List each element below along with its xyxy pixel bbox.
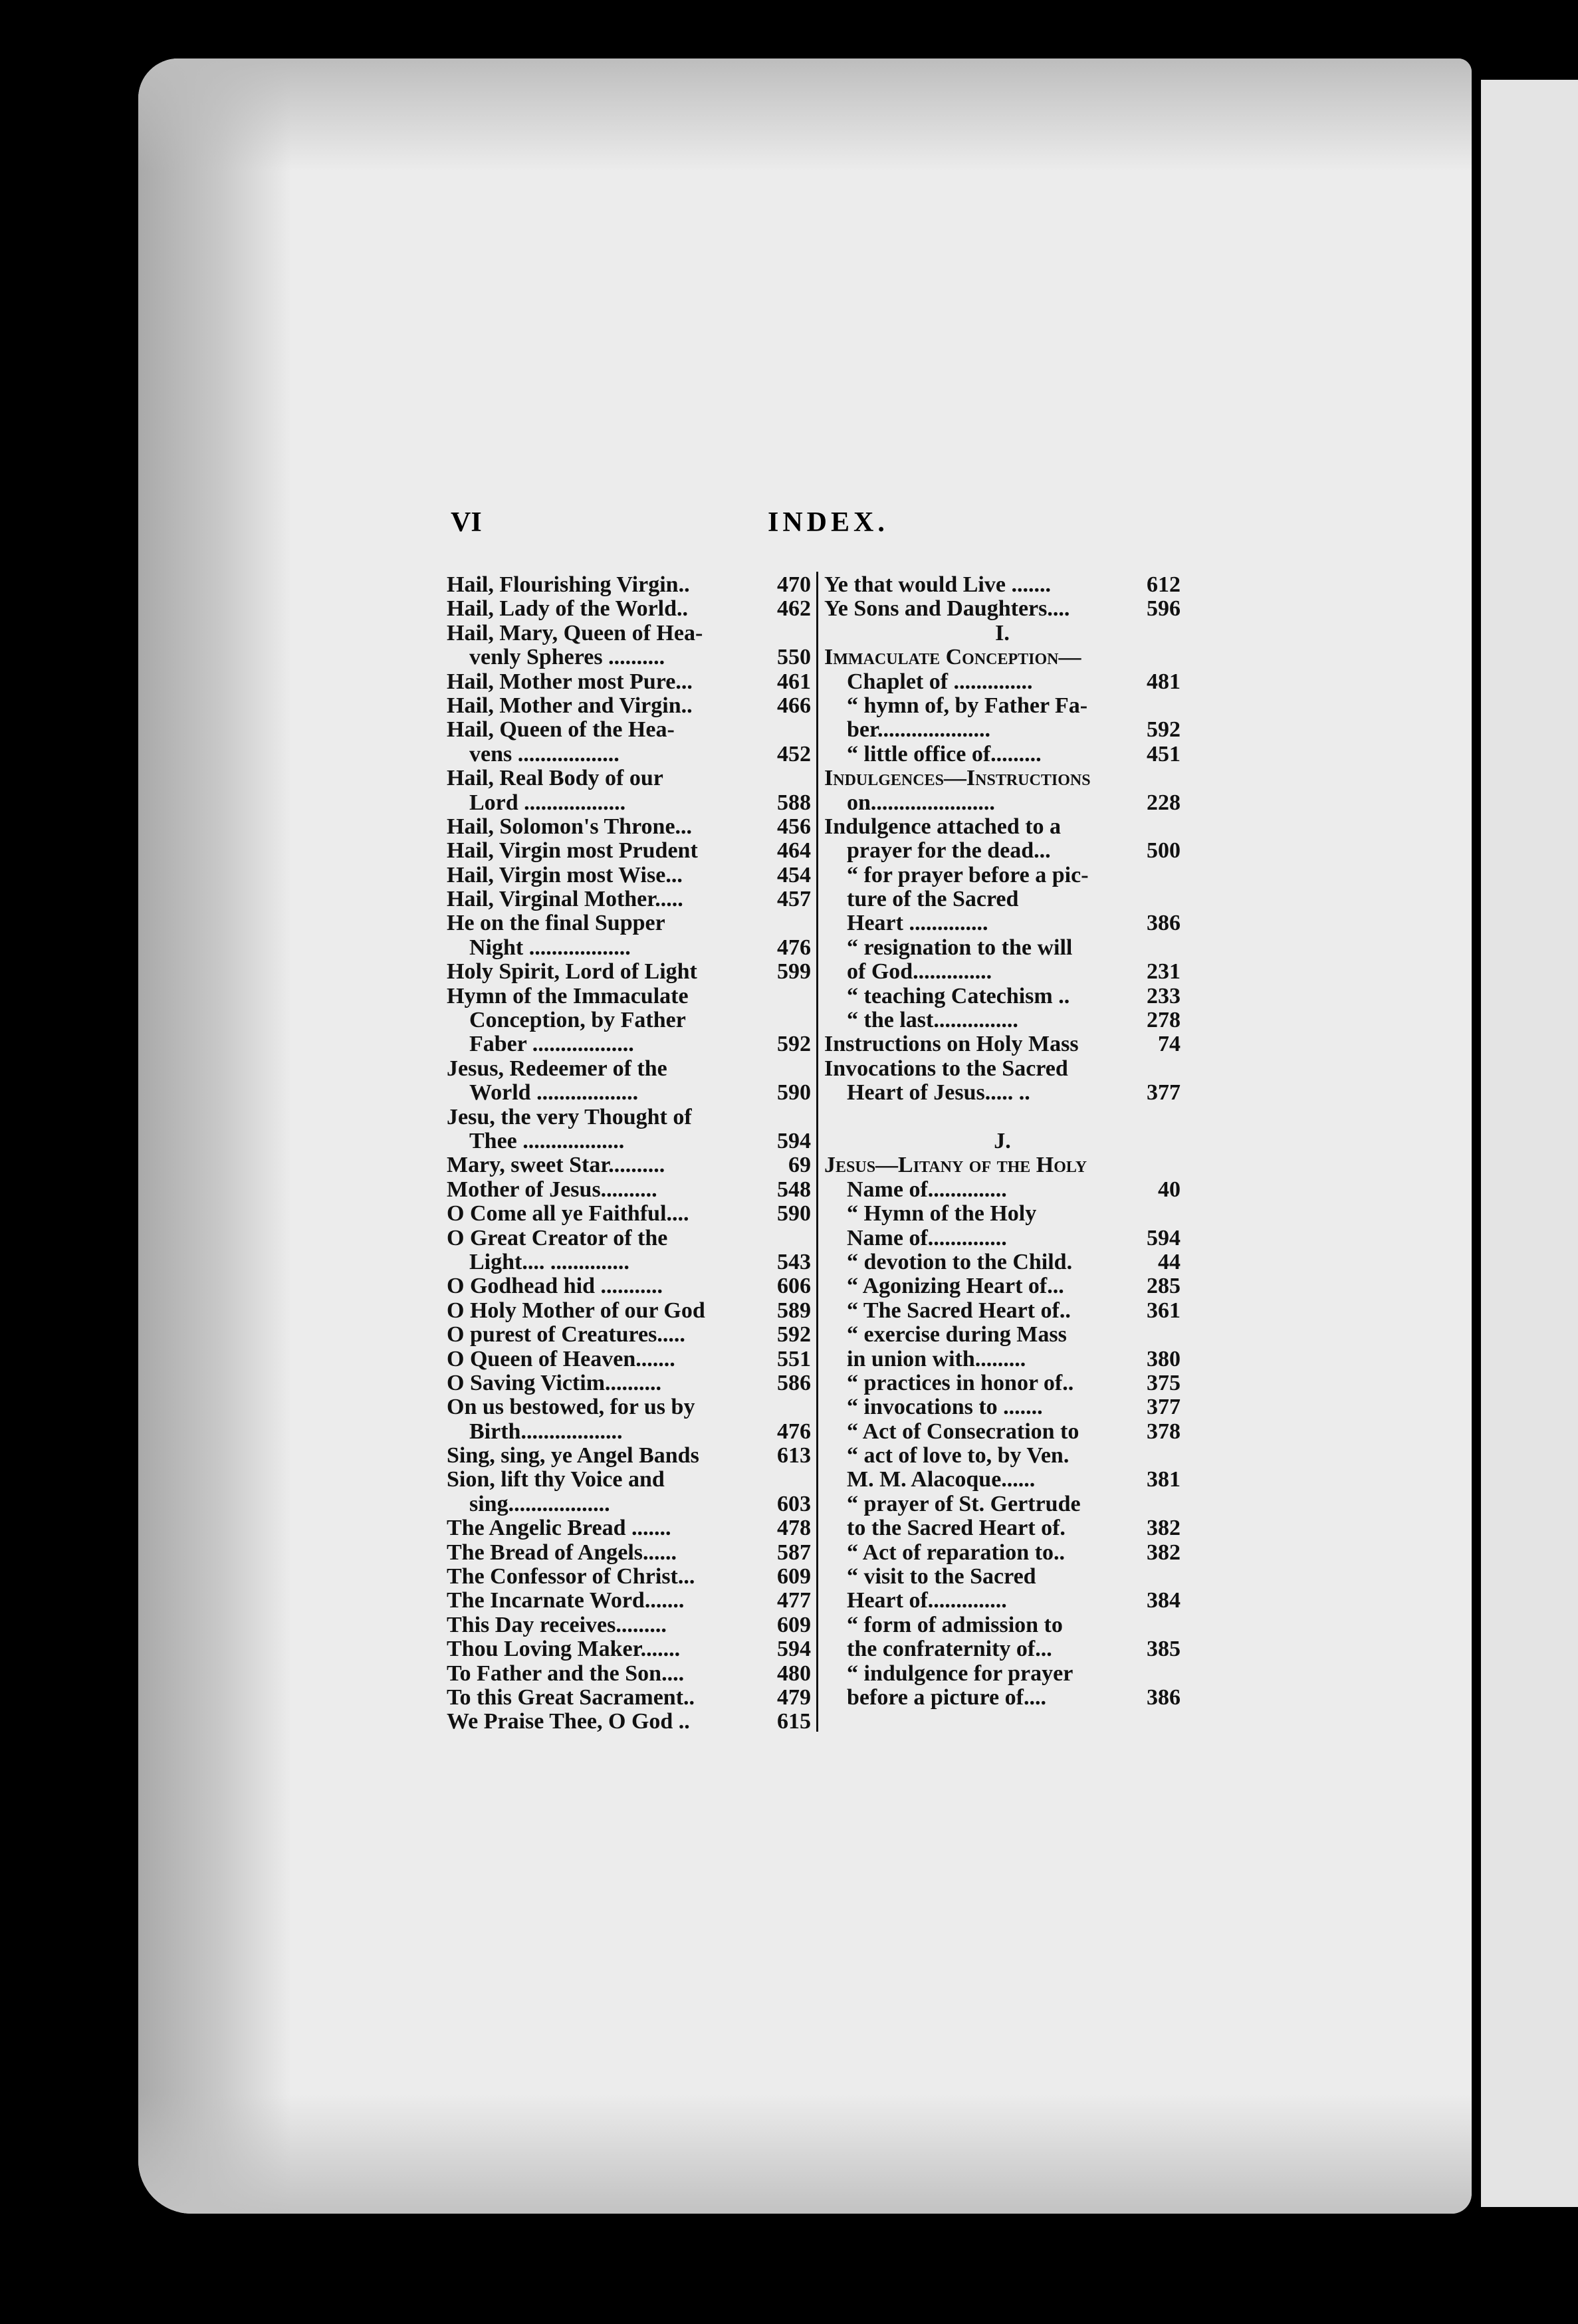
index-entry-page: 228 [1147,790,1181,815]
index-entry [447,622,811,645]
index-entry [447,1613,811,1637]
index-entry-text: Instructions on Holy Mass [824,1032,1079,1057]
index-entry-page: 382 [1147,1516,1181,1541]
page-stain-left [138,58,291,2214]
index-entry-page: 477 [777,1588,811,1613]
index-entry-text: The Bread of Angels...... [447,1540,677,1565]
index-entry-text: The Confessor of Christ... [447,1564,695,1589]
index-entry-text: Mother of Jesus.......... [447,1177,657,1202]
index-entry-page: 278 [1147,1008,1181,1033]
index-entry [447,1371,811,1395]
index-entry-page: 375 [1147,1370,1181,1395]
index-entry-text: Lord .................. [469,790,626,815]
index-entry [824,1178,1181,1202]
index-entry-text: Sing, sing, ye Angel Bands [447,1443,699,1468]
index-spacer [824,1105,1181,1129]
index-entry-text: Sion, lift thy Voice and [447,1467,665,1492]
index-entry-text: Heart of.............. [847,1588,1007,1613]
index-entry [824,743,1181,766]
index-entry-text: Mary, sweet Star.......... [447,1153,665,1178]
index-entry-page: 377 [1147,1080,1181,1105]
index-entry-text: To Father and the Son.... [447,1661,685,1686]
index-entry-text: Faber .................. [469,1032,634,1057]
index-entry-text: Conception, by Father [469,1008,686,1033]
index-entry [447,718,811,742]
index-entry-text: To this Great Sacrament.. [447,1685,695,1710]
index-entry [824,791,1181,815]
index-entry [824,887,1181,911]
index-entry-page: 594 [777,1128,811,1153]
index-entry [447,1226,811,1250]
index-entry-text: Hail, Solomon's Throne... [447,814,693,839]
index-entry [447,887,811,911]
index-entry [824,645,1181,669]
index-entry [447,670,811,694]
index-entry [824,1589,1181,1613]
index-entry-page: 452 [777,741,811,766]
index-entry-page: 587 [777,1540,811,1565]
page-number: VI [451,507,482,538]
index-entry-text: Name of.............. [847,1177,1007,1202]
index-entry-text: O Queen of Heaven....... [447,1346,675,1371]
index-entry [824,1299,1181,1323]
index-entry [824,839,1181,863]
index-entry [447,1032,811,1056]
index-entry-page: 592 [777,1032,811,1057]
index-entry-text: Night .................. [469,935,631,960]
index-entry-page: 385 [1147,1637,1181,1662]
index-entry [447,1492,811,1516]
index-entry-page: 480 [777,1661,811,1686]
index-entry-text: Light.... .............. [469,1249,629,1274]
index-entry-text: Birth.................. [469,1419,623,1444]
index-entry-page: 382 [1147,1540,1181,1565]
index-entry-text: Heart of Jesus..... .. [847,1080,1030,1105]
index-entry-text: Invocations to the Sacred [824,1056,1068,1081]
index-entry-page: 543 [777,1249,811,1274]
index-entry [824,1541,1181,1565]
index-entry-text: “ devotion to the Child. [847,1249,1073,1274]
index-entry-text: in union with......... [847,1346,1026,1371]
index-entry-text: Name of.............. [847,1225,1007,1250]
index-entry [447,1541,811,1565]
index-entry-page: 464 [777,838,811,864]
index-entry-page: 592 [1147,717,1181,743]
index-entry [447,766,811,790]
index-entry-page: 381 [1147,1467,1181,1492]
index-entry [824,1347,1181,1371]
index-entry-page: 481 [1147,669,1181,694]
index-column-right [824,573,1181,1710]
index-entry [824,1057,1181,1081]
index-entry-page: 548 [777,1177,811,1202]
index-entry-text: before a picture of.... [847,1685,1046,1710]
index-entry [447,1420,811,1444]
index-entry [824,1444,1181,1468]
index-entry-text: World .................. [469,1080,639,1105]
index-entry [447,791,811,815]
index-entry [824,718,1181,742]
index-column-left [447,573,811,1734]
index-entry [447,1081,811,1105]
index-entry-page: 361 [1147,1298,1181,1323]
index-entry [447,936,811,960]
index-entry-page: 596 [1147,596,1181,622]
index-entry-page: 612 [1147,572,1181,597]
index-entry-text: sing.................. [469,1491,610,1516]
index-entry-page: 451 [1147,741,1181,766]
index-entry-page: 592 [777,1322,811,1347]
index-entry-text: Holy Spirit, Lord of Light [447,959,697,985]
index-entry-page: 476 [777,935,811,960]
index-entry [824,1202,1181,1226]
index-entry-text: Hymn of the Immaculate [447,983,689,1008]
index-entry-page: 609 [777,1612,811,1637]
index-entry [447,839,811,863]
index-entry [824,1395,1181,1419]
index-entry-page: 478 [777,1516,811,1541]
index-entry [824,985,1181,1008]
index-entry [447,1444,811,1468]
index-entry-text: “ Hymn of the Holy [847,1201,1037,1226]
index-entry [824,960,1181,984]
index-entry-text: “ invocations to ....... [847,1395,1043,1420]
index-entry [447,1589,811,1613]
index-entry-text: The Angelic Bread ....... [447,1516,671,1541]
index-entry [447,1129,811,1153]
index-entry [447,985,811,1008]
index-entry-text: O Come all ye Faithful.... [447,1201,689,1226]
index-entry-page: 69 [788,1153,811,1178]
index-entry-text: Indulgence attached to a [824,814,1062,839]
index-entry-text: the confraternity of... [847,1637,1052,1662]
index-entry-text: prayer for the dead... [847,838,1051,864]
index-entry-page: 386 [1147,911,1181,936]
index-entry-text: M. M. Alacoque...... [847,1467,1036,1492]
index-entry-text: O Holy Mother of our God [447,1298,705,1323]
index-entry-text: “ Act of Consecration to [847,1419,1079,1444]
index-entry [824,1250,1181,1274]
index-entry-text: O Saving Victim.......... [447,1370,662,1395]
index-entry-text: “ visit to the Sacred [847,1564,1036,1589]
index-entry [824,694,1181,718]
index-entry-page: 466 [777,693,811,718]
index-entry [824,1274,1181,1298]
index-entry [447,1686,811,1710]
index-entry-text: “ exercise during Mass [847,1322,1067,1347]
index-entry-page: 551 [777,1346,811,1371]
index-entry [824,1492,1181,1516]
index-entry [447,1637,811,1661]
index-entry-text: Jesu, the very Thought of [447,1104,692,1129]
index-entry [447,1202,811,1226]
index-entry-text: ture of the Sacred [847,887,1019,912]
index-entry [824,1420,1181,1444]
index-entry-page: 476 [777,1419,811,1444]
index-entry-page: 470 [777,572,811,597]
index-entry [824,936,1181,960]
index-entry-page: 377 [1147,1395,1181,1420]
index-entry-text: on...................... [847,790,995,815]
index-entry [824,1323,1181,1347]
index-entry [824,1613,1181,1637]
page-stain-top [138,58,1472,172]
index-entry-page: 233 [1147,983,1181,1008]
index-entry [824,766,1181,790]
index-entry [824,1081,1181,1105]
index-entry [447,1710,811,1734]
index-entry [824,1662,1181,1686]
page-stain-bottom [138,2094,1472,2214]
index-entry-text: venly Spheres .......... [469,645,665,670]
index-entry [824,1637,1181,1661]
index-entry-page: 462 [777,596,811,622]
index-entry-page: 609 [777,1564,811,1589]
index-entry-page: 615 [777,1709,811,1734]
index-entry [824,911,1181,935]
index-entry-text: “ act of love to, by Ven. [847,1443,1070,1468]
index-entry [447,1565,811,1589]
index-entry-text: Hail, Real Body of our [447,766,663,791]
index-entry-page: 231 [1147,959,1181,985]
index-entry-text: Heart .............. [847,911,988,936]
index-entry-page: 589 [777,1298,811,1323]
index-entry [447,645,811,669]
index-entry-text: “ Act of reparation to.. [847,1540,1065,1565]
index-entry-text: Hail, Queen of the Hea- [447,717,675,743]
index-entry-text: The Incarnate Word....... [447,1588,685,1613]
index-entry-text: “ practices in honor of.. [847,1370,1074,1395]
index-entry-text: Jesus, Redeemer of the [447,1056,667,1081]
index-entry [824,1008,1181,1032]
index-entry-page: 386 [1147,1685,1181,1710]
index-entry [824,1371,1181,1395]
index-entry [447,1105,811,1129]
index-entry-text: J. [994,1128,1011,1153]
column-divider [816,572,818,1732]
index-entry-text: “ resignation to the will [847,935,1073,960]
index-entry [447,815,811,839]
index-entry-page: 550 [777,645,811,670]
index-entry [447,1662,811,1686]
index-entry-page: 594 [777,1637,811,1662]
page-gutter [1472,0,1481,2324]
index-entry-text: to the Sacred Heart of. [847,1516,1066,1541]
index-entry-text: “ teaching Catechism .. [847,983,1070,1008]
index-entry-page: 500 [1147,838,1181,864]
index-entry-text: vens .................. [469,741,620,766]
index-section-letter [824,622,1181,645]
index-entry-text: Hail, Mother and Virgin.. [447,693,693,718]
index-entry [824,573,1181,597]
index-entry-page: 586 [777,1370,811,1395]
index-entry-page: 606 [777,1274,811,1299]
page-title: INDEX. [768,507,889,538]
index-entry-text: Thou Loving Maker....... [447,1637,681,1662]
index-entry-text: “ indulgence for prayer [847,1661,1073,1686]
index-entry-text: “ hymn of, by Father Fa- [847,693,1088,718]
index-entry-text: We Praise Thee, O God .. [447,1709,690,1734]
index-entry-text: Hail, Mother most Pure... [447,669,693,694]
index-entry-text: Ye that would Live ....... [824,572,1051,597]
index-entry [824,1153,1181,1177]
index-entry-page: 590 [777,1201,811,1226]
page-header [0,507,1578,540]
index-entry-text: Immaculate Conception— [824,645,1081,670]
index-entry [447,1250,811,1274]
index-entry [447,864,811,887]
index-entry [824,1565,1181,1589]
index-entry [447,743,811,766]
index-entry-page: 40 [1158,1177,1181,1202]
index-entry-page: 479 [777,1685,811,1710]
index-entry-text: “ little office of......... [847,741,1042,766]
index-entry [824,670,1181,694]
index-entry [447,960,811,984]
index-entry-page: 594 [1147,1225,1181,1250]
index-entry-text: “ Agonizing Heart of... [847,1274,1064,1299]
index-entry [824,815,1181,839]
index-entry-text: “ the last............... [847,1008,1018,1033]
index-entry [824,1468,1181,1492]
index-entry-page: 74 [1158,1032,1181,1057]
index-entry-text: Thee .................. [469,1128,625,1153]
index-entry-text: Hail, Mary, Queen of Hea- [447,620,703,645]
index-entry-page: 378 [1147,1419,1181,1444]
index-entry [447,911,811,935]
index-entry [824,1686,1181,1710]
index-entry-page: 613 [777,1443,811,1468]
index-entry-text: O purest of Creatures..... [447,1322,685,1347]
index-entry-page: 285 [1147,1274,1181,1299]
index-entry [447,1323,811,1347]
index-entry [447,1299,811,1323]
index-entry-text: ber.................... [847,717,990,743]
index-entry-text: On us bestowed, for us by [447,1395,695,1420]
index-entry-text: O Great Creator of the [447,1225,668,1250]
index-entry [447,573,811,597]
index-entry-page: 590 [777,1080,811,1105]
index-entry-page: 380 [1147,1346,1181,1371]
index-entry-text: He on the final Supper [447,911,665,936]
index-entry-page: 456 [777,814,811,839]
index-entry-page: 588 [777,790,811,815]
index-entry [447,1178,811,1202]
index-entry [447,597,811,621]
index-entry-text: Indulgences—Instructions [824,766,1091,791]
index-entry [447,1516,811,1540]
index-entry-page: 44 [1158,1249,1181,1274]
index-entry-text: of God.............. [847,959,992,985]
index-entry-page: 603 [777,1491,811,1516]
index-entry-text: Chaplet of .............. [847,669,1033,694]
index-entry-text: I. [995,620,1010,645]
index-entry [447,694,811,718]
index-entry [447,1008,811,1032]
index-entry [824,1226,1181,1250]
index-section-letter [824,1129,1181,1153]
index-entry-page: 457 [777,887,811,912]
index-entry-text: Hail, Virgin most Prudent [447,838,698,864]
index-entry-page: 384 [1147,1588,1181,1613]
index-entry-page: 461 [777,669,811,694]
index-entry [447,1395,811,1419]
index-entry [447,1057,811,1081]
index-entry [824,864,1181,887]
index-entry [447,1274,811,1298]
index-entry [447,1347,811,1371]
index-entry-page: 599 [777,959,811,985]
index-entry [447,1468,811,1492]
index-entry-text: O Godhead hid ........... [447,1274,663,1299]
index-entry-text: This Day receives......... [447,1612,667,1637]
index-entry-text: “ form of admission to [847,1612,1063,1637]
index-entry [824,1516,1181,1540]
index-entry-text: “ The Sacred Heart of.. [847,1298,1071,1323]
index-entry [824,1032,1181,1056]
adjacent-page-edge [1481,80,1578,2207]
index-entry [447,1153,811,1177]
index-entry-text: Hail, Lady of the World.. [447,596,689,622]
index-entry-text: Ye Sons and Daughters.... [824,596,1070,622]
index-entry-page: 454 [777,862,811,887]
index-entry-text: “ prayer of St. Gertrude [847,1491,1081,1516]
index-entry-text: Hail, Flourishing Virgin.. [447,572,690,597]
index-entry [824,597,1181,621]
index-entry-text: Jesus—Litany of the Holy [824,1153,1087,1178]
index-entry-text: Hail, Virginal Mother..... [447,887,683,912]
index-entry-text: Hail, Virgin most Wise... [447,862,683,887]
index-entry-text: “ for prayer before a pic- [847,862,1089,887]
